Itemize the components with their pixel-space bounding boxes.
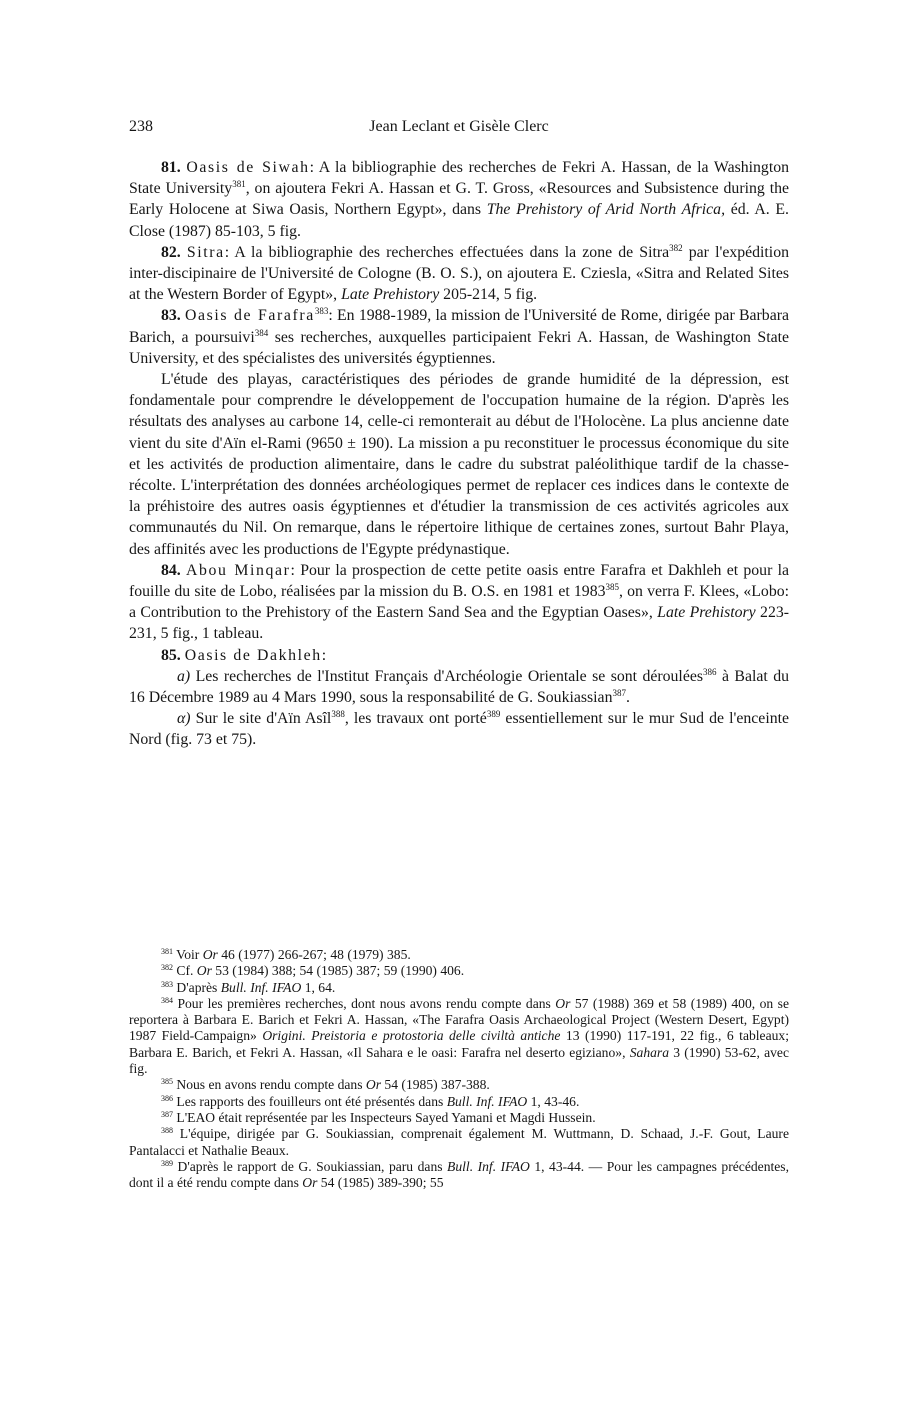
section-title: Oasis de Farafra [185, 307, 315, 325]
footnote-text: L'équipe, dirigée par G. Soukiassian, comprenait également M. Wuttmann, D. Schaad, J.-F. Gout, Laure Pantalacci et Nathalie Beaux. [129, 1126, 789, 1158]
footnote-ref[interactable]: 388 [331, 709, 345, 720]
subsection-alpha [129, 708, 789, 750]
text-run: à Balat du 16 Décembre 1989 au 4 Mars 1990, sous la responsabilité de G. Soukiassian [129, 667, 789, 707]
section-number: 85. [161, 646, 181, 664]
text-run: A la bibliographie des recherches de Fekri A. Hassan, de la Washington State University [129, 159, 790, 198]
section-81 [129, 157, 789, 242]
paragraph-playas: L'étude des playas, caractéristiques des périodes de grande humidité de la dépression, est fondamentale pour comprendre le développement de l'occupation humaine de la région. D'après les résultats des analyses au carbone 14, celle-ci remonterait au début de l'Holocène. La plus ancienne date vient du site d'Aïn el-Rami (9650 ± 190). La mission a pu reconstituer le processus économique du site et les activités de production alimentaire, dans le cadre du substrat paléolithique tardif de la chasse-récolte. L'interprétation des données archéologiques permet de replacer ces indices dans le contexte de la préhistoire des autres oasis égyptiennes et d'étudier la transmission de ces activités agricoles aux communautés du Nil. On remarque, dans le répertoire lithique de certaines zones, surtout Bahr Playa, des affinités avec les productions de l'Egypte prédynastique. [129, 371, 789, 558]
section-title: Oasis de Siwah [186, 159, 310, 176]
section-85 [129, 645, 789, 666]
colon: : [290, 561, 295, 579]
text-run: ses recherches, auxquelles participaient Fekri A. Hassan, de Washington State University, et des spécialistes des universités égyptiennes. [129, 328, 789, 367]
footnote-number: 383 [161, 979, 173, 989]
text-run: Sur le site d'Aïn Asîl [190, 710, 332, 728]
footnote [129, 1110, 789, 1126]
footnote-ref[interactable]: 385 [605, 582, 620, 593]
section-number: 82. [161, 243, 181, 261]
colon: : [328, 307, 333, 325]
footnote-ref[interactable]: 381 [232, 179, 246, 190]
section-title: Oasis de Dakhleh [184, 646, 322, 664]
footnote-number: 389 [161, 1158, 173, 1168]
footnotes [129, 947, 789, 1191]
text-run: , on ajoutera Fekri A. Hassan et G. T. Gross, «Resources and Subsistence during the Early Holocene at Siwa Oasis, Northern Egypt», dans [129, 180, 789, 219]
text-run: éd. A. E. Close (1987) 85-103, 5 fig. [129, 201, 789, 240]
footnote-number: 388 [161, 1126, 173, 1136]
text-run: 205-214, 5 fig. [439, 286, 538, 304]
text-run: A la bibliographie des recherches effectuées dans la zone de Sitra [229, 243, 670, 261]
footnote [129, 1126, 789, 1159]
colon: : [321, 646, 327, 664]
footnote-ref[interactable]: 382 [669, 242, 683, 253]
footnote-ref[interactable]: 384 [254, 327, 269, 338]
italic-title: Late Prehistory [341, 286, 440, 304]
page-header [129, 118, 789, 142]
text-run: 223-231, 5 fig., 1 tableau. [129, 604, 790, 643]
footnote-ref[interactable]: 383 [314, 306, 329, 317]
section-84 [129, 560, 789, 645]
subsection-label: α) [177, 710, 191, 728]
section-title: Sitra [186, 243, 225, 261]
footnote-number: 382 [161, 963, 173, 973]
colon: : [224, 243, 230, 261]
footnote-text: D'après Bull. Inf. IFAO 1, 64. [173, 979, 336, 995]
footnote-ref[interactable]: 389 [486, 709, 501, 720]
subsection-label: a) [177, 667, 191, 685]
running-title: Jean Leclant et Gisèle Clerc [369, 118, 549, 135]
italic-title: The Prehistory of Arid North Africa, [486, 201, 726, 219]
page-number: 238 [129, 118, 153, 135]
footnote-ref[interactable]: 386 [703, 666, 717, 677]
text-run: essentiellement sur le mur Sud de l'enceinte Nord (fig. 73 et 75). [129, 710, 790, 749]
section-title: Abou Minqar [186, 561, 291, 579]
footnote [129, 1159, 789, 1192]
section-82 [129, 242, 789, 306]
footnote-number: 386 [161, 1093, 173, 1103]
text-run: Les recherches de l'Institut Français d'Archéologie Orientale se sont déroulées [190, 667, 703, 685]
footnote-number: 384 [161, 995, 173, 1005]
footnote-text: Cf. Or 53 (1984) 388; 54 (1985) 387; 59 (1990) 406. [173, 963, 465, 979]
text-run: , les travaux ont porté [344, 710, 487, 728]
footnote-ref[interactable]: 387 [612, 688, 626, 699]
footnote-text: Nous en avons rendu compte dans Or 54 (1985) 387-388. [173, 1077, 490, 1093]
footnote [129, 1094, 789, 1110]
section-number: 84. [161, 561, 181, 579]
section-83 [129, 305, 789, 369]
footnote-text: L'EAO était représentée par les Inspecteurs Sayed Yamani et Magdi Hussein. [173, 1109, 596, 1125]
colon: : [309, 159, 314, 176]
text-run: En 1988-1989, la mission de l'Université de Rome, dirigée par Barbara Barich, a poursuivi [129, 307, 789, 346]
footnote [129, 996, 789, 1077]
text-run: . [625, 689, 630, 707]
section-number: 81. [161, 159, 181, 176]
footnote-text: D'après le rapport de G. Soukiassian, paru dans Bull. Inf. IFAO 1, 43-44. — Pour les campagnes précédentes, dont il a été rendu compte dans Or 54 (1985) 389-390; 55 [129, 1158, 789, 1191]
italic-title: Late Prehistory [657, 604, 756, 622]
section-number: 83. [161, 307, 181, 325]
text-run: par l'expédition inter-discipinaire de l'Université de Cologne (B. O. S.), on ajoutera E. Cziesla, «Sitra and Related Sites at the Western Border of Egypt», [129, 243, 789, 304]
footnote-number: 387 [161, 1109, 173, 1119]
footnote [129, 947, 789, 963]
footnote-text: Voir Or 46 (1977) 266-267; 48 (1979) 385. [173, 947, 411, 962]
footnote-number: 385 [161, 1077, 173, 1087]
footnote-text: Pour les premières recherches, dont nous avons rendu compte dans Or 57 (1988) 369 et 58 (1989) 400, on se reportera à Barbara E. Barich et Fekri A. Hassan, «The Farafra Oasis Archaeological Project (Western Desert, Egypt) 1987 Field-Campaign» Origini. Preistoria e protostoria delle civiltà antiche 13 (1990) 117-191, 22 fig., 6 tableaux; Barbara E. Barich, et Fekri A. Hassan, «Il Sahara e le oasi: Farafra nel deserto egiziano», Sahara 3 (1990) 53-62, avec fig. [129, 995, 789, 1077]
subsection-a [129, 666, 789, 708]
footnote [129, 980, 789, 996]
footnote [129, 1077, 789, 1093]
footnote-number: 381 [161, 947, 173, 956]
main-text [129, 157, 789, 751]
text-run: , on verra F. Klees, «Lobo: a Contribution to the Prehistory of the Eastern Sand Sea and the Egyptian Oases», [129, 583, 790, 622]
footnote [129, 963, 789, 979]
footnote-text: Les rapports des fouilleurs ont été présentés dans Bull. Inf. IFAO 1, 43-46. [173, 1093, 580, 1109]
text-run: Pour la prospection de cette petite oasis entre Farafra et Dakhleh et pour la fouille du site de Lobo, réalisées par la mission du B. O.S. en 1981 et 1983 [129, 561, 790, 601]
